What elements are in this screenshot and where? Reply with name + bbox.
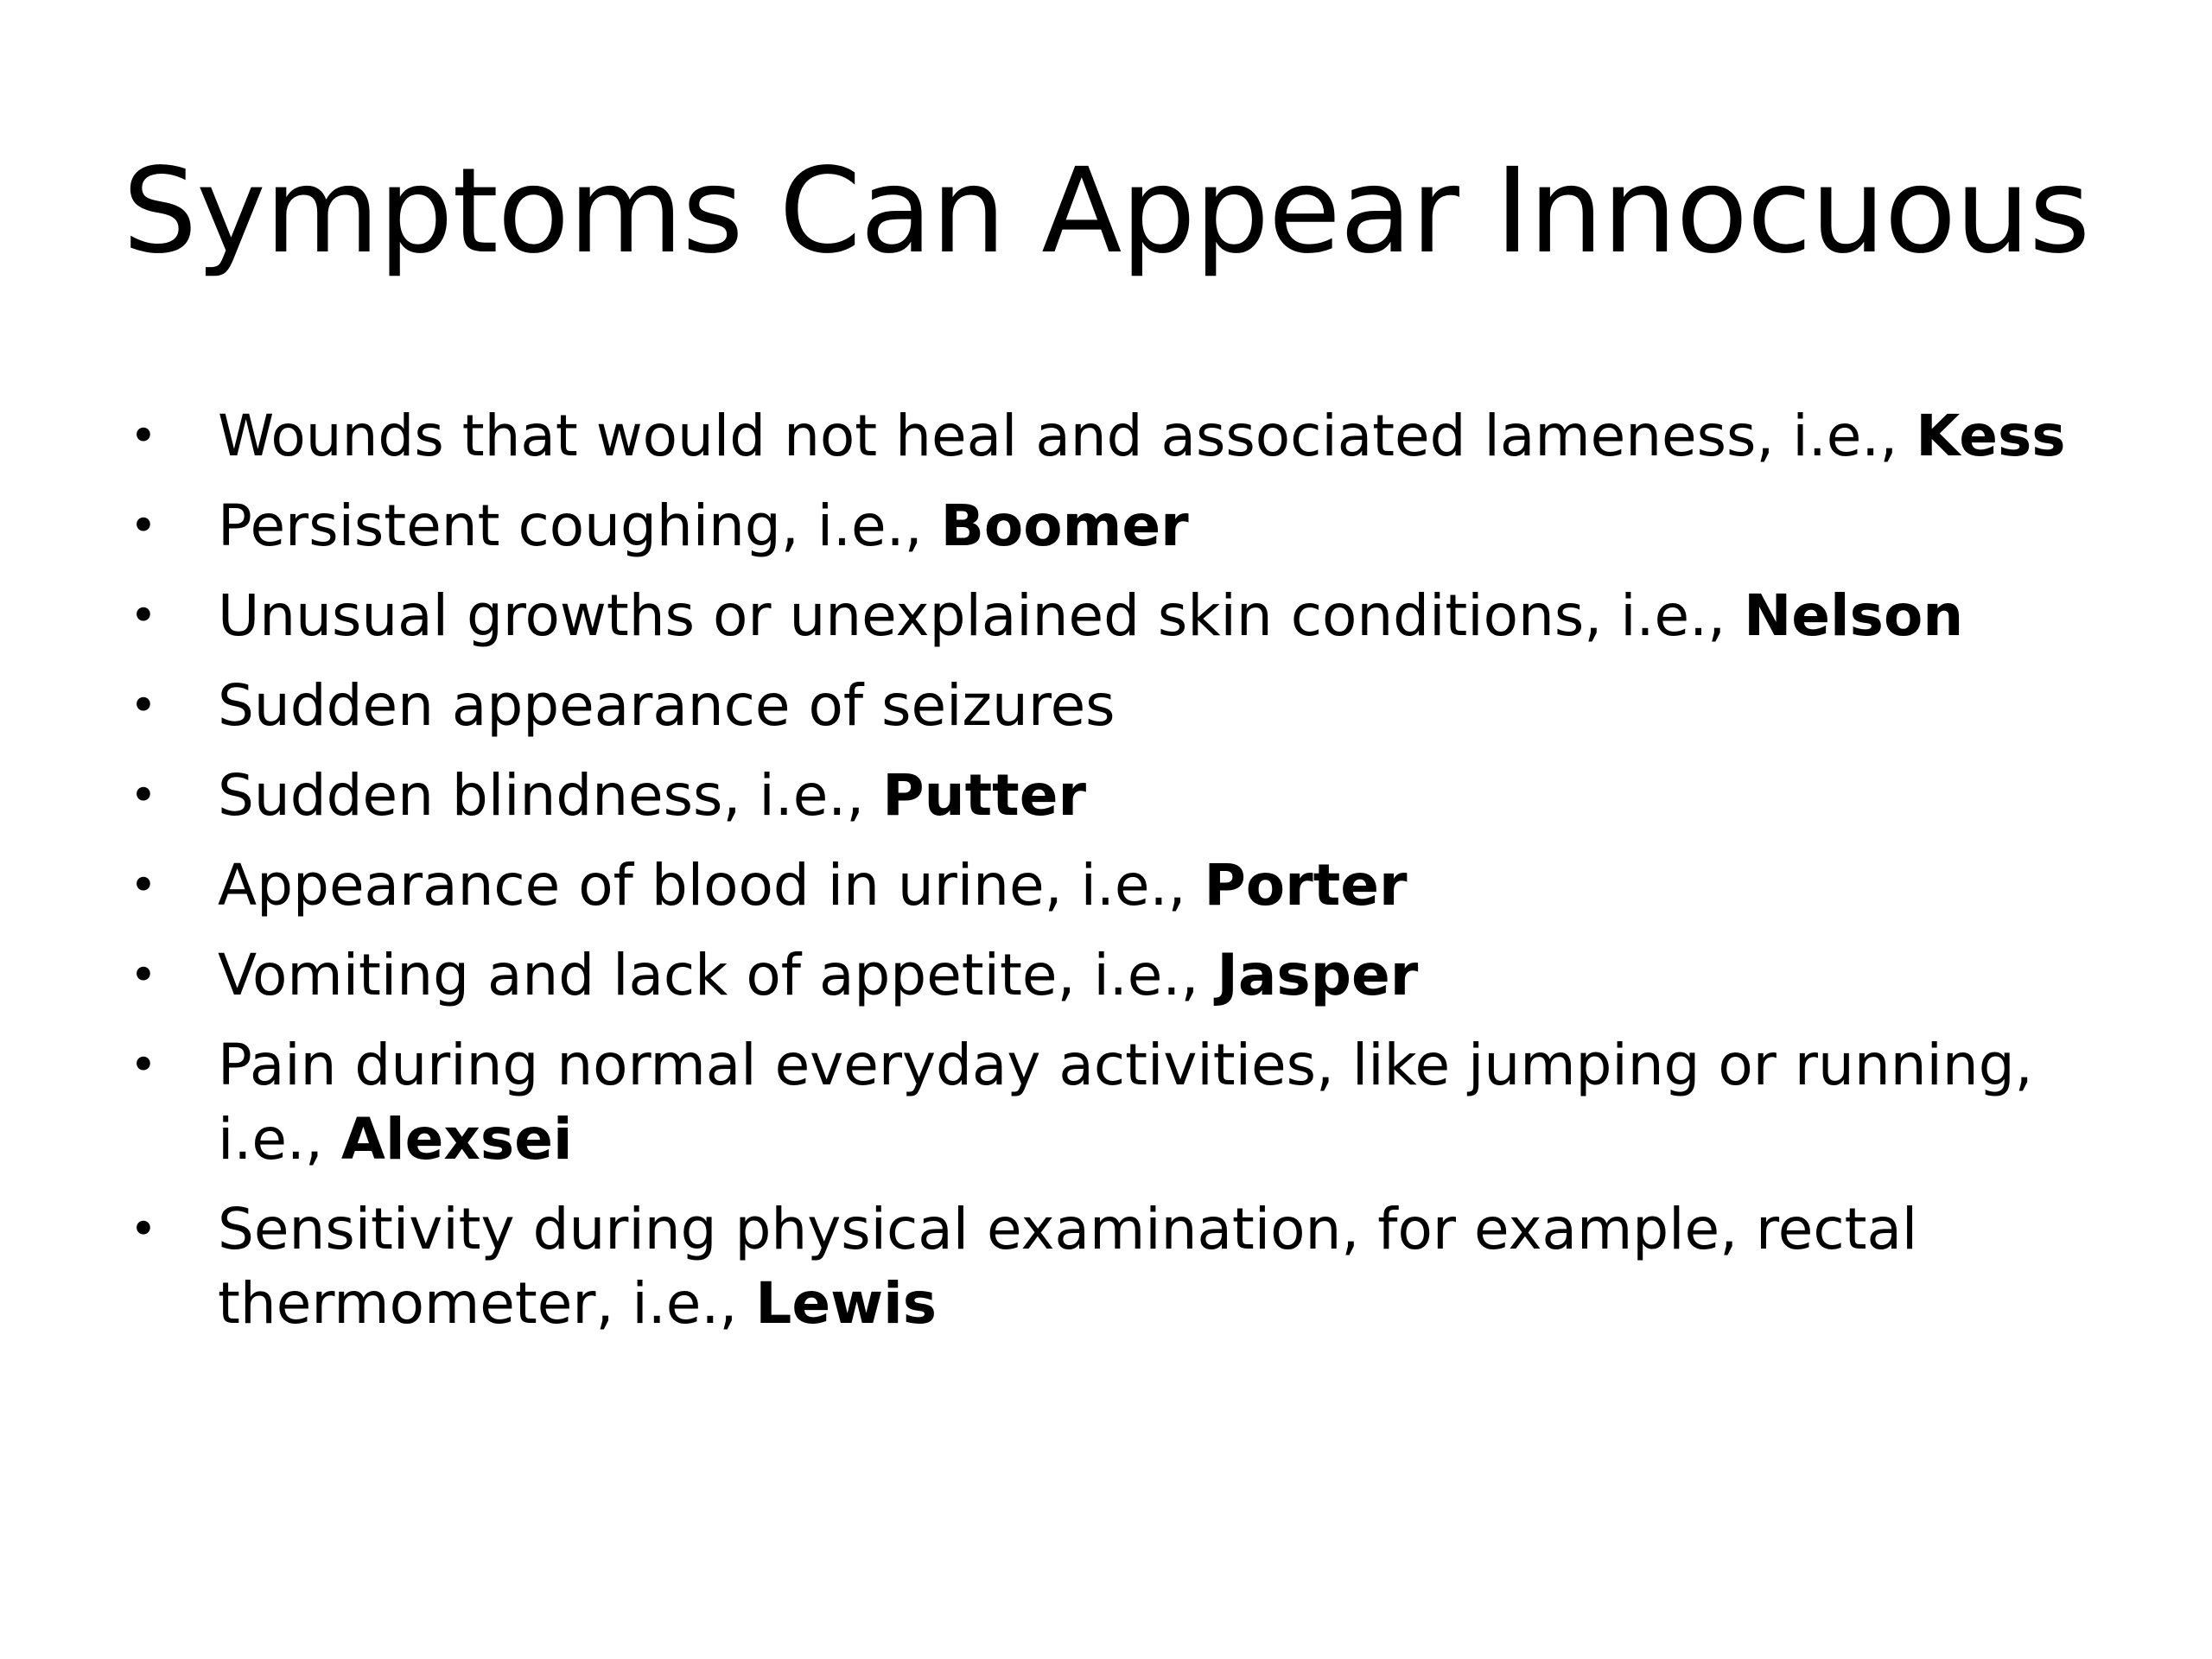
bullet-item [130,759,2117,833]
bullet-item [130,1028,2117,1177]
bullet-name: Porter [1204,852,1408,918]
bullet-text: Vomiting and lack of appetite, i.e., [218,942,1217,1008]
bullet-list [130,399,2117,1357]
bullet-text: Sudden blindness, i.e., [218,762,883,829]
bullet-name: Putter [882,762,1087,829]
bullet-name: Alexsei [340,1106,573,1173]
bullet-text: Wounds that would not heal and associated lameness, i.e., [218,403,1916,469]
bullet-dot-icon: • [130,1202,157,1256]
slide-title: Symptoms Can Appear Innocuous [122,143,2090,280]
bullet-dot-icon: • [130,858,157,912]
bullet-dot-icon: • [130,678,157,733]
bullet-dot-icon: • [130,768,157,823]
bullet-item [130,669,2117,743]
bullet-text: Appearance of blood in urine, i.e., [218,852,1205,918]
bullet-text: Pain during normal everyday activities, like jumping or running, i.e., [218,1032,2033,1173]
bullet-dot-icon: • [130,948,157,1002]
bullet-dot-icon: • [130,499,157,553]
bullet-name: Lewis [755,1270,937,1337]
bullet-text: Sensitivity during physical examination, for example, rectal thermometer, i.e., [218,1196,1918,1337]
bullet-item [130,579,2117,653]
bullet-item [130,399,2117,474]
bullet-name: Kess [1916,403,2066,469]
bullet-dot-icon: • [130,588,157,643]
bullet-name: Nelson [1744,582,1964,649]
bullet-text: Unusual growths or unexplained skin conditions, i.e., [218,582,1745,649]
bullet-item [130,1192,2117,1341]
bullet-dot-icon: • [130,1038,157,1092]
bullet-item [130,938,2117,1013]
bullet-name: Jasper [1217,942,1419,1008]
bullet-text: Sudden appearance of seizures [218,672,1116,739]
bullet-text: Persistent coughing, i.e., [218,493,941,559]
bullet-dot-icon: • [130,409,157,463]
bullet-item [130,489,2117,563]
bullet-item [130,849,2117,923]
bullet-name: Boomer [940,493,1189,559]
